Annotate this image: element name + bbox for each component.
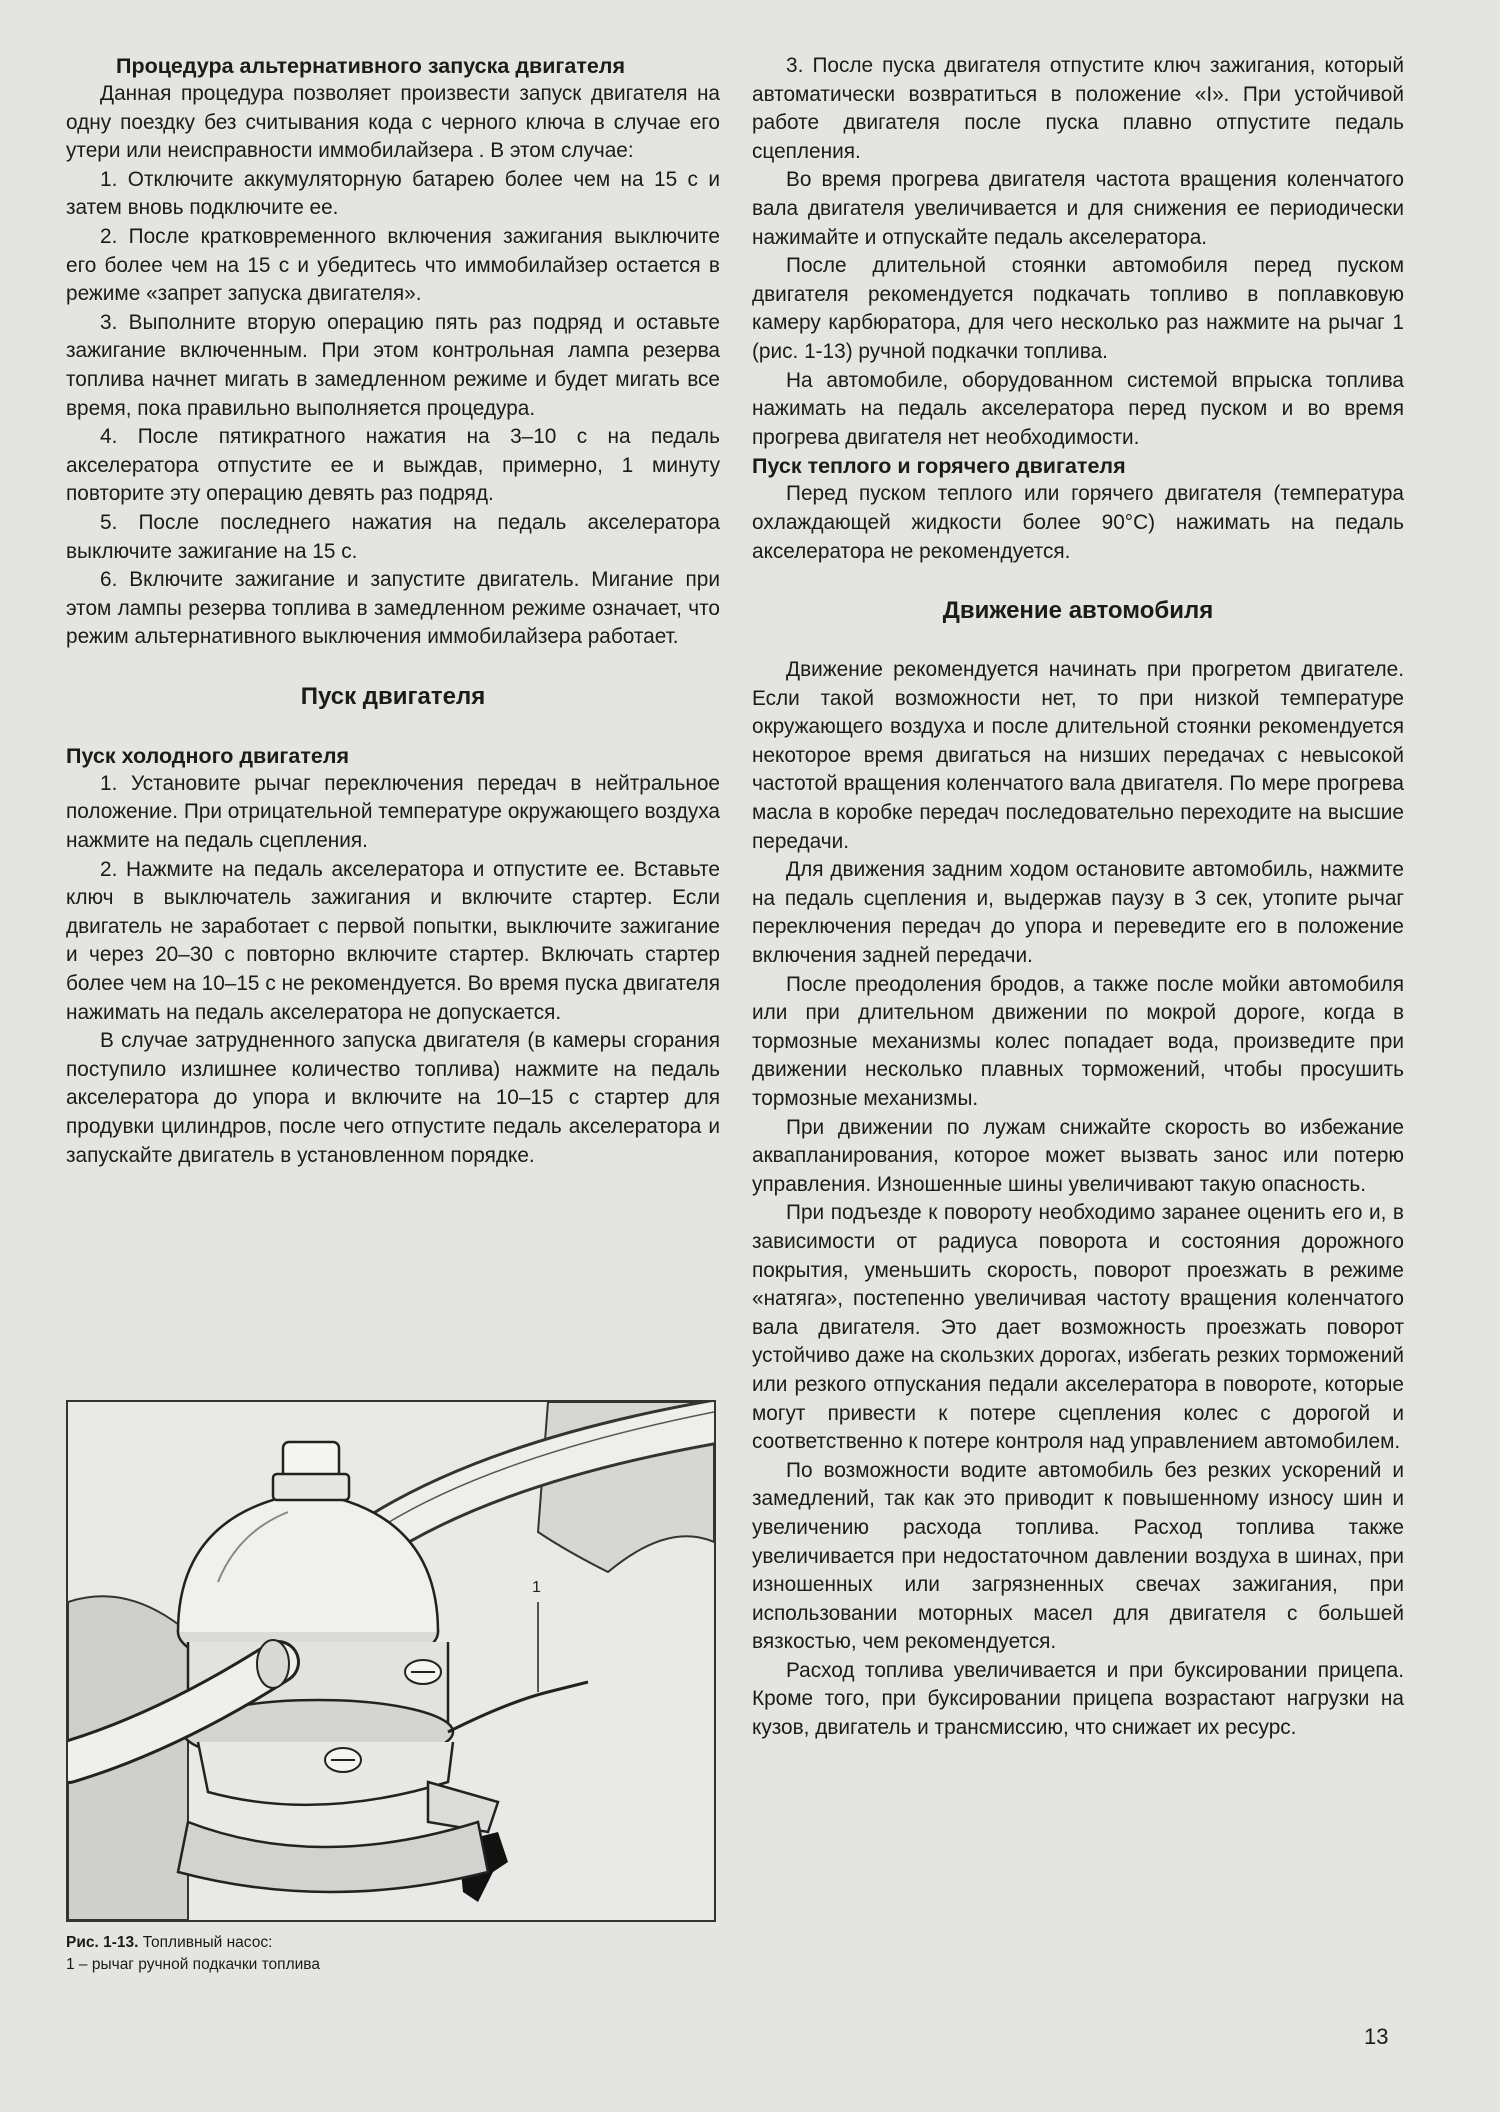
driving-paragraph-5: При подъезде к повороту необходимо заранее оценить его и, в зависимости от радиуса поворота и состояния дорожного покрытия, уменьшить скорость, поворот проезжать в режиме «натяга», постепенно увеличивая частоту вращения коленчатого вала двигателя. Это дает возможность проезжать поворот устойчиво даже на скользких дорогах, избегать резких торможений или резкого отпускания педали акселератора в повороте, которые могут привести к потере сцепления колес с дорогой и соответственно к потере контроля над управлением автомобилем. — [752, 1201, 1404, 1454]
page-number: 13 — [1364, 2024, 1389, 2049]
right-column — [752, 52, 1404, 1743]
alt-start-step-2: 2. После кратковременного включения зажигания выключите его более чем на 15 с и убедитесь что иммобилайзер остается в режиме «запрет запуска двигателя». — [66, 224, 720, 306]
cold-start-step-2: 2. Нажмите на педаль акселератора и отпустите ее. Вставьте ключ в выключатель зажигания и включите стартер. Если двигатель не заработает с первой попытки, выключите зажигание и через 20–30 с повторно включите стартер. Включать стартер более чем на 10–15 с не рекомендуется. Во время пуска двигателя нажимать на педаль акселератора не допускается. — [66, 857, 720, 1024]
alt-start-paragraph: Данная процедура позволяет произвести запуск двигателя на одну поездку без считывания кода с черного ключа в случае его утери или неисправности иммобилайзера . В этом случае: — [66, 82, 720, 163]
caption-figure-number: Рис. 1-13. — [66, 1934, 139, 1951]
cold-start-step-3: 3. После пуска двигателя отпустите ключ зажигания, который автоматически возвратиться в положение «I». При устойчивой работе двигателя после пуска плавно отпустите педаль сцепления. — [752, 54, 1404, 163]
alt-start-step-6: 6. Включите зажигание и запустите двигатель. Мигание при этом лампы резерва топлива в замедленном режиме означает, что режим альтернативного выключения иммобилайзера работает. — [66, 568, 720, 649]
long-parking-paragraph: После длительной стоянки автомобиля перед пуском двигателя рекомендуется подкачать топливо в поплавковую камеру карбюратора, для чего несколько раз нажмите на рычаг 1 (рис. 1-13) ручной подкачки топлива. — [752, 254, 1404, 363]
warm-start-paragraph: Перед пуском теплого или горячего двигателя (температура охлаждающей жидкости более 90°С) нажимать на педаль акселератора не рекомендуется. — [752, 482, 1404, 563]
alt-start-step-1: 1. Отключите аккумуляторную батарею более чем на 15 с и затем вновь подключите ее. — [66, 167, 720, 220]
cold-start-title: Пуск холодного двигателя — [66, 743, 350, 768]
driving-paragraph-6: По возможности водите автомобиль без резких ускорений и замедлений, так как это приводит к повышенному износу шин и увеличению расхода топлива. Расход топлива также увеличивается при недостаточном давлении воздуха в шинах, при изношенных или загрязненных свечах зажигания, при использовании моторных масел для двигателя с большей вязкостью, чем рекомендуется. — [752, 1458, 1404, 1654]
caption-item: 1 – рычаг ручной подкачки топлива — [66, 1956, 320, 1973]
fuel-pump-illustration — [68, 1402, 714, 1920]
driving-paragraph-2: Для движения задним ходом остановите автомобиль, нажмите на педаль сцепления и, выдержав паузу в 3 сек, утопите рычаг переключения передач до упора и переведите его в положение включения задней передачи. — [752, 858, 1404, 968]
driving-paragraph-4: При движении по лужам снижайте скорость во избежание аквапланирования, которое может вызвать занос или потерю управления. Изношенные шины увеличивают такую опасность. — [752, 1115, 1404, 1196]
left-column — [66, 52, 720, 1170]
driving-paragraph-1: Движение рекомендуется начинать при прогретом двигателе. Если такой возможности нет, то при низкой температуре окружающего воздуха и после длительной стоянки рекомендуется некоторое время двигаться на низших передачах с невысокой частотой вращения коленчатого вала двигателя. По мере прогрева масла в коробке передач последовательно переходите на высшие передачи. — [752, 658, 1404, 853]
figure-label-1: 1 — [532, 1579, 541, 1596]
cold-start-note: В случае затрудненного запуска двигателя (в камеры сгорания поступило излишнее количество топлива) нажмите на педаль акселератора до упора и включите на 10–15 с стартер для продувки цилиндров, после чего отпустите педаль акселератора и запускайте двигатель в установленном порядке. — [66, 1029, 720, 1167]
figure-caption — [66, 1932, 716, 1976]
driving-paragraph-7: Расход топлива увеличивается и при буксировании прицепа. Кроме того, при буксировании прицепа возрастают нагрузки на кузов, двигатель и трансмиссию, что снижает их ресурс. — [752, 1658, 1404, 1740]
alt-start-step-3: 3. Выполните вторую операцию пять раз подряд и оставьте зажигание включенным. При этом контрольная лампа резерва топлива начнет мигать в замедленном режиме и будет мигать все время, пока правильно выполняется процедура. — [66, 310, 720, 420]
driving-heading: Движение автомобиля — [942, 597, 1214, 625]
cold-start-step-1: 1. Установите рычаг переключения передач в нейтральное положение. При отрицательной температуре окружающего воздуха нажмите на педаль сцепления. — [66, 771, 720, 853]
alt-start-step-5: 5. После последнего нажатия на педаль акселератора выключите зажигание на 15 с. — [66, 510, 720, 563]
caption-line-1 — [66, 1932, 716, 1954]
fuel-pump-figure — [66, 1400, 716, 1922]
alt-start-step-4: 4. После пятикратного нажатия на 3–10 с на педаль акселератора отпустите ее и выждав, примерно, 1 минуту повторите эту операцию девять раз подряд. — [66, 425, 720, 506]
driving-paragraph-3: После преодоления бродов, а также после мойки автомобиля или при длительном движении по мокрой дороге, когда в тормозные механизмы колес попадает вода, произведите при движении несколько плавных торможений, чтобы просушить тормозные механизмы. — [752, 972, 1404, 1110]
alt-start-title: Процедура альтернативного запуска двигателя — [116, 54, 626, 78]
caption-title: Топливный насос: — [142, 1934, 273, 1951]
injection-paragraph: На автомобиле, оборудованном системой впрыска топлива нажимать на педаль акселератора перед пуском и во время прогрева двигателя нет необходимости. — [752, 368, 1404, 449]
engine-start-heading: Пуск двигателя — [300, 682, 486, 710]
warm-start-title: Пуск теплого и горячего двигателя — [752, 454, 1126, 479]
warmup-paragraph: Во время прогрева двигателя частота вращения коленчатого вала двигателя увеличивается и для снижения ее периодически нажимайте и отпускайте педаль акселератора. — [752, 168, 1404, 249]
